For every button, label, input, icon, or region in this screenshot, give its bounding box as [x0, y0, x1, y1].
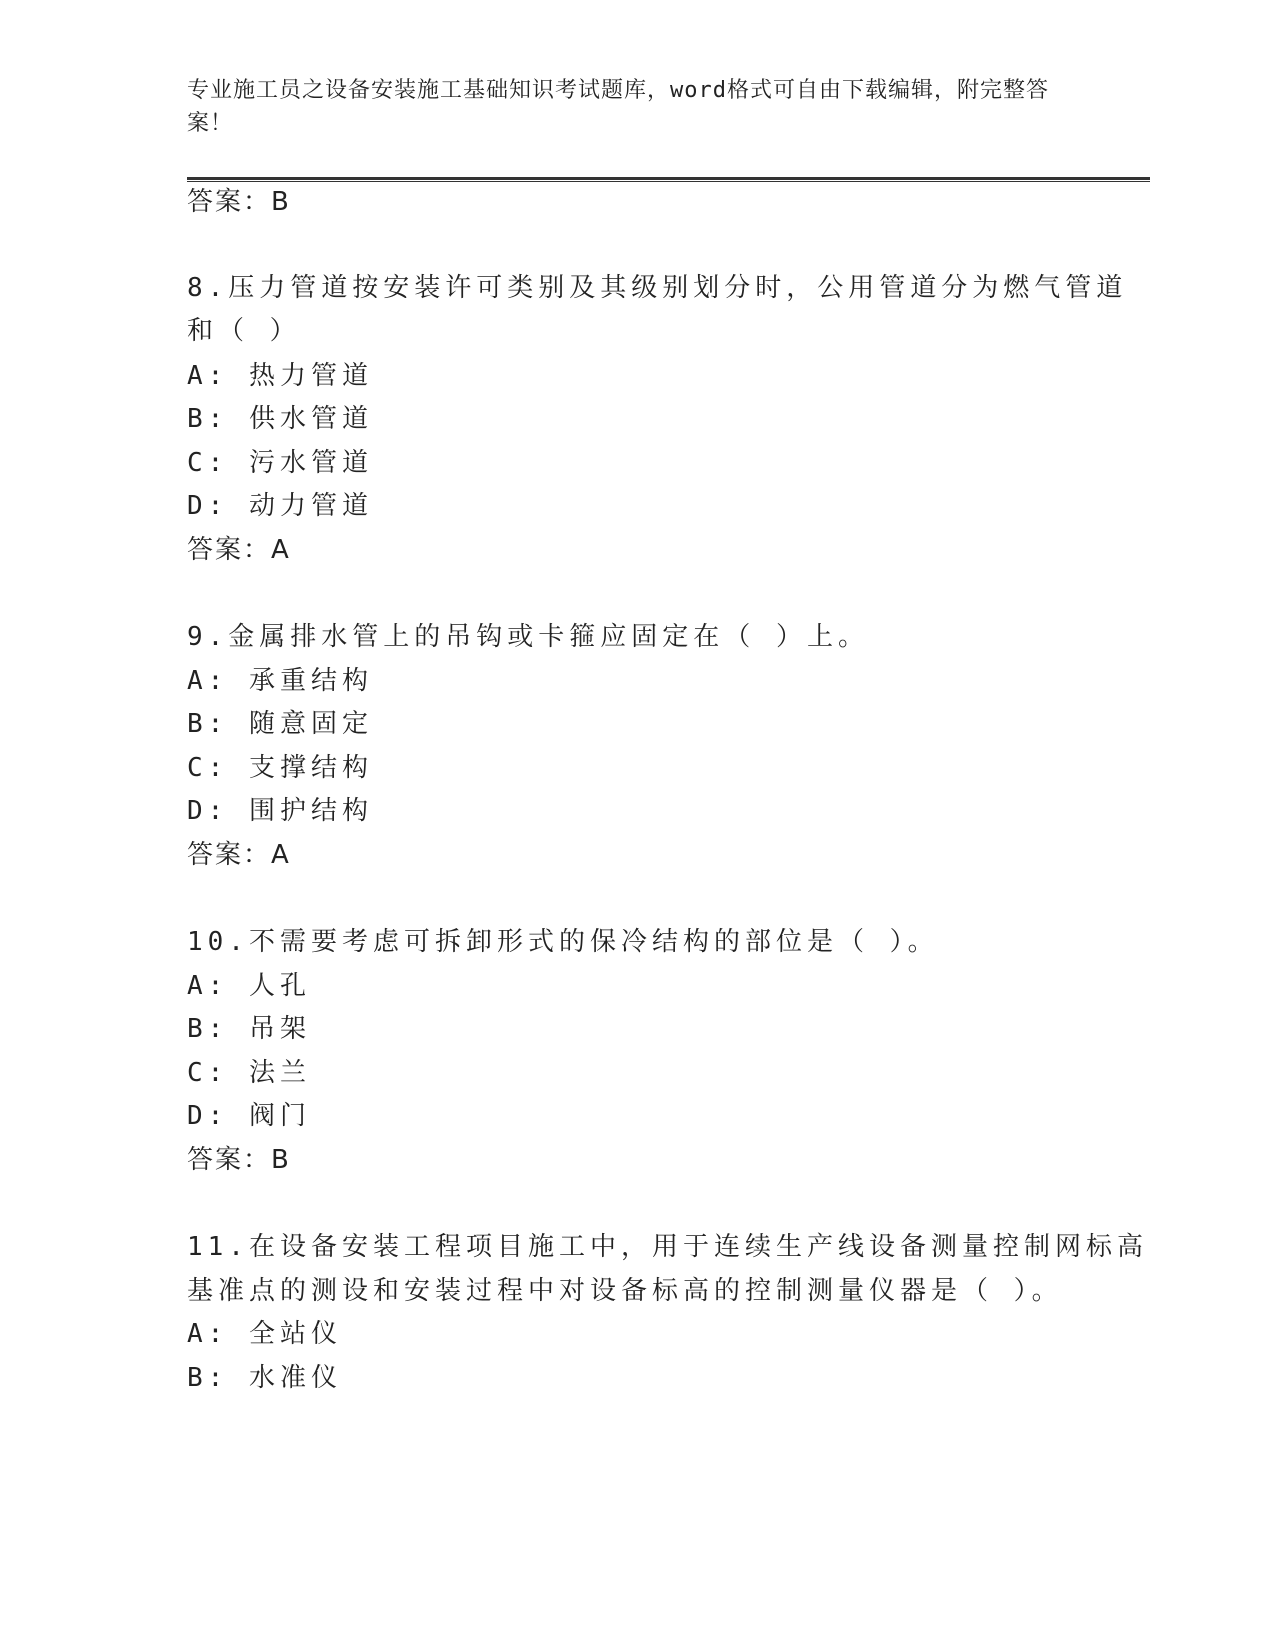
- question-9-option-a: A: 承重结构: [187, 666, 373, 696]
- question-11-stem-cont: 基准点的测设和安装过程中对设备标高的控制测量仪器是（ ）。: [187, 1276, 1063, 1306]
- question-11-stem: 11.在设备安装工程项目施工中，用于连续生产线设备测量控制网标高: [187, 1232, 1148, 1262]
- question-10-option-b: B: 吊架: [187, 1014, 311, 1044]
- question-8-option-c: C: 污水管道: [187, 448, 373, 478]
- question-8-option-d: D: 动力管道: [187, 491, 373, 521]
- question-10-option-c: C: 法兰: [187, 1058, 311, 1088]
- question-9-option-b: B: 随意固定: [187, 709, 373, 739]
- question-11-option-b: B: 水准仪: [187, 1363, 342, 1393]
- question-10-option-a: A: 人孔: [187, 971, 311, 1001]
- question-8-option-a: A: 热力管道: [187, 361, 373, 391]
- document-header: 专业施工员之设备安装施工基础知识考试题库，word格式可自由下载编辑，附完整答案！: [187, 78, 1049, 136]
- previous-answer: 答案：B: [187, 187, 291, 217]
- header-divider: [187, 177, 1150, 182]
- question-8-stem: 8.压力管道按安装许可类别及其级别划分时，公用管道分为燃气管道: [187, 273, 1128, 303]
- question-10-stem: 10.不需要考虑可拆卸形式的保冷结构的部位是（ ）。: [187, 927, 939, 957]
- question-9-answer: 答案：A: [187, 840, 291, 870]
- question-8-answer: 答案：A: [187, 535, 291, 565]
- question-9-option-c: C: 支撑结构: [187, 753, 373, 783]
- question-10-option-d: D: 阀门: [187, 1101, 311, 1131]
- question-9-stem: 9.金属排水管上的吊钩或卡箍应固定在（ ）上。: [187, 622, 869, 652]
- question-8-option-b: B: 供水管道: [187, 404, 373, 434]
- question-8-stem-cont: 和（ ）: [187, 316, 301, 346]
- question-9-option-d: D: 围护结构: [187, 796, 373, 826]
- question-11-option-a: A: 全站仪: [187, 1319, 342, 1349]
- question-10-answer: 答案：B: [187, 1145, 291, 1175]
